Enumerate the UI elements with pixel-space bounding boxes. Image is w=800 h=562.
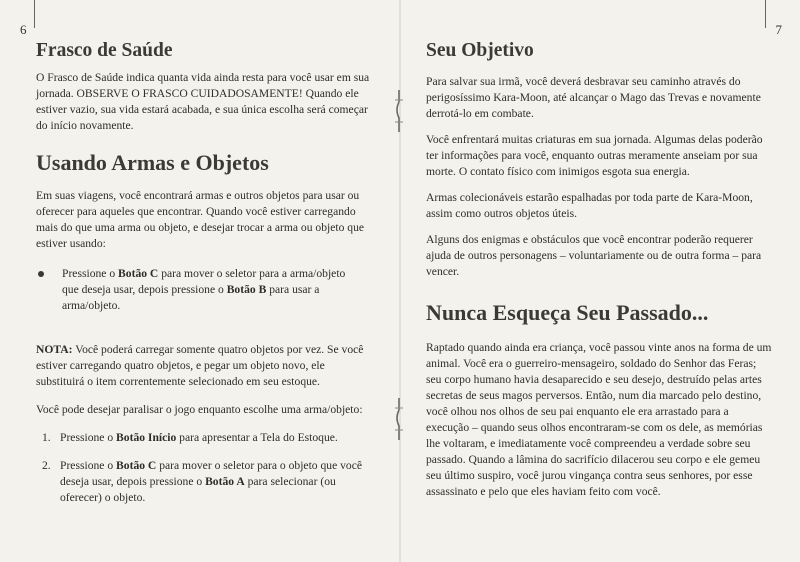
step-text: Pressione o Botão Início para apresentar a Tela do Estoque.: [60, 431, 338, 444]
button-b-label: Botão B: [226, 283, 267, 296]
page-edge-mark: [765, 0, 766, 28]
bullet-text: Pressione o Botão C para mover o seletor para a arma/objeto que deseja usar, depois pressione o Botão B para usar a arma/objeto.: [62, 267, 346, 312]
right-page: [400, 0, 800, 562]
button-a-label: Botão A: [205, 475, 245, 488]
step-text: Pressione o Botão C para mover o seletor para o objeto que você deseja usar, depois pressione o Botão A para selecionar (ou oferecer) o objeto.: [60, 459, 363, 504]
past-heading: Nunca Esqueça Seu Passado...: [426, 300, 709, 325]
objective-paragraph: Armas colecionáveis estarão espalhadas por toda parte de Kara-Moon, assim como outros objetos úteis.: [426, 191, 753, 220]
objective-heading: Seu Objetivo: [426, 40, 534, 61]
note-paragraph: NOTA: Você poderá carregar somente quatro objetos por vez. Se você estiver carregando quatro objetos, e pegar um objeto novo, ele substituirá o item correntemente selecionado em seu estoque.: [36, 343, 364, 388]
step-item: [36, 458, 372, 506]
weapons-intro: Em suas viagens, você encontrará armas e outros objetos para usar ou oferecer para aqueles que encontrar. Quando você estiver carregando mais do que uma arma ou objeto, e desejar trocar a arma ou objeto que estiver usando:: [36, 189, 365, 250]
flask-paragraph: O Frasco de Saúde indica quanta vida ainda resta para você usar em sua jornada. OBSERVE O FRASCO CUIDADOSAMENTE! Quando ele estiver vazio, sua vida estará acabada, e sua única escolha será começar do início novamente.: [36, 71, 370, 132]
objective-paragraph: Alguns dos enigmas e obstáculos que você encontrar poderão requerer ajuda de outros personagens – voluntariamente ou de outra forma – para vencer.: [426, 233, 762, 278]
bullet-icon: [38, 271, 44, 277]
button-c-label: Botão C: [118, 267, 159, 280]
page-edge-mark: [34, 0, 35, 28]
step-number: 1.: [42, 431, 51, 444]
weapons-heading: Usando Armas e Objetos: [36, 150, 269, 175]
pause-paragraph: Você pode desejar paralisar o jogo enquanto escolhe uma arma/objeto:: [36, 403, 363, 416]
note-label: NOTA:: [36, 343, 73, 356]
weapons-bullet: [36, 266, 372, 314]
right-page-content: [426, 38, 772, 500]
left-page-content: [36, 38, 372, 506]
objective-paragraph: Você enfrentará muitas criaturas em sua jornada. Algumas delas poderão ter informações para você, enquanto outras meramente anseiam por sua morte. O contato físico com inimigos esgota sua energia.: [426, 133, 763, 178]
page-number: 7: [775, 22, 782, 37]
past-paragraph: Raptado quando ainda era criança, você passou vinte anos na forma de um animal. Você era o guerreiro-mensageiro, soldado do Senhor das Feras; seu corpo humano havia desaparecido e seu desejo, destruído pelas artes secretas de seus magos perversos. Então, num dia marcado pelo destino, você olhou nos olhos de seu pai enquanto ele era arrastado para a execução – quando seus olhos encontraram-se com os dele, as memórias lhe voltaram, e imediatamente você compreendeu a verdade sobre seu passado. Quando a lâmina do sacrifício dilacerou seu corpo e ele gemeu seu último suspiro, você jurou vingança contra seus senhores, por esse assassinato e pelo que eles haviam feito com você.: [426, 341, 772, 498]
flask-heading: Frasco de Saúde: [36, 40, 173, 61]
step-item: [36, 430, 372, 446]
objective-paragraph: Para salvar sua irmã, você deverá desbravar seu caminho através do perigosíssimo Kara-Moon, até alcançar o Mago das Trevas e novamente derrotá-lo em combate.: [426, 75, 761, 120]
page-number: 6: [20, 22, 27, 37]
button-c-label: Botão C: [116, 459, 157, 472]
button-start-label: Botão Início: [116, 431, 177, 444]
step-number: 2.: [42, 459, 51, 472]
